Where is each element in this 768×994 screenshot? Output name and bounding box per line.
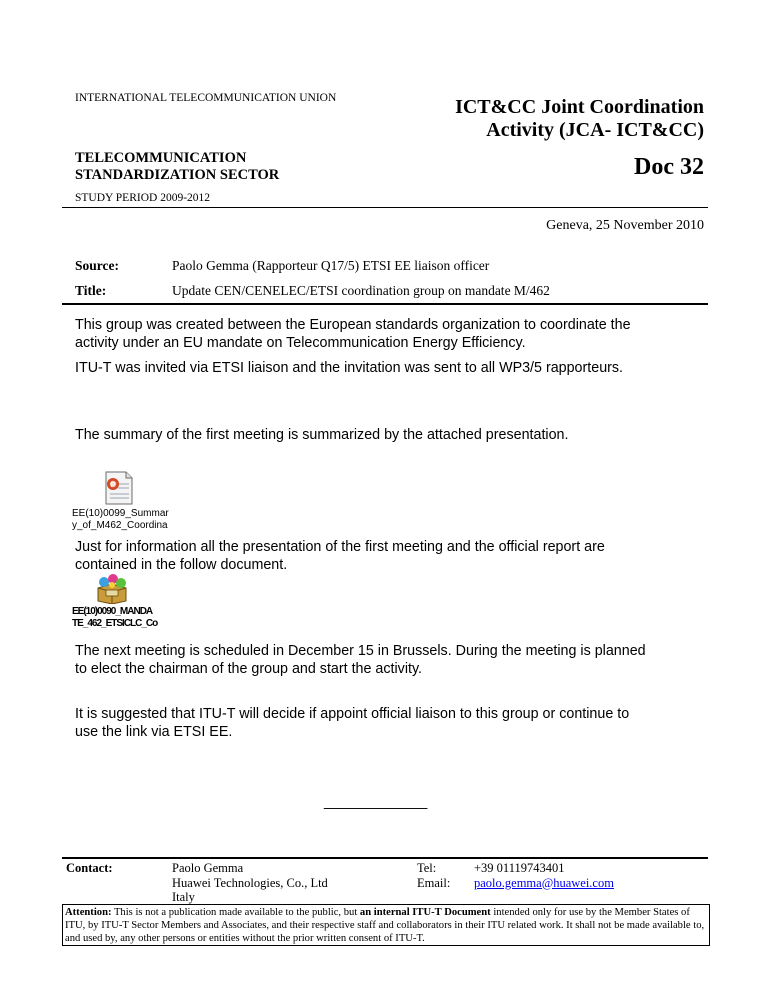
contact-label: Contact: <box>66 861 113 875</box>
email-label: Email: <box>417 875 451 890</box>
header-divider <box>62 207 708 208</box>
attachment-summary-label-line2: y_of_M462_Coordina <box>72 520 168 531</box>
paragraph-6-line2: use the link via ETSI EE. <box>75 724 233 740</box>
package-file-icon <box>92 574 132 604</box>
paragraph-2: ITU-T was invited via ETSI liaison and the invitation was sent to all WP3/5 rapporteurs. <box>75 360 624 376</box>
doc-number: Doc 32 <box>634 154 704 180</box>
contact-field-values <box>474 861 614 890</box>
tel-value: +39 01119743401 <box>474 861 565 875</box>
powerpoint-file-icon <box>102 470 136 506</box>
contact-divider <box>62 857 708 859</box>
paragraph-4 <box>75 538 605 574</box>
attachment-mandate-label <box>72 606 157 630</box>
place-date: Geneva, 25 November 2010 <box>546 218 704 233</box>
attachment-summary-label-line1: EE(10)0099_Summar <box>72 508 169 519</box>
paragraph-1-line2: activity under an EU mandate on Telecommunication Energy Efficiency. <box>75 335 526 351</box>
contact-name: Paolo Gemma <box>172 861 244 875</box>
contact-company: Huawei Technologies, Co., Ltd <box>172 875 328 890</box>
contact-details <box>172 861 328 905</box>
tel-label: Tel: <box>417 861 437 875</box>
meta-divider <box>62 303 708 305</box>
sector-line2: STANDARDIZATION SECTOR <box>75 167 280 183</box>
paragraph-1 <box>75 316 631 352</box>
activity-title-line1: ICT&CC Joint Coordination <box>455 96 704 118</box>
contact-country: Italy <box>172 890 195 904</box>
attention-text-1: This is not a publication made available to the public, but <box>111 907 360 918</box>
paragraph-5 <box>75 642 646 678</box>
source-value: Paolo Gemma (Rapporteur Q17/5) ETSI EE liaison officer <box>172 258 490 273</box>
paragraph-5-line2: to elect the chairman of the group and start the activity. <box>75 661 423 677</box>
paragraph-5-line1: The next meeting is scheduled in December 15 in Brussels. During the meeting is planned <box>75 643 646 659</box>
paragraph-6 <box>75 705 629 741</box>
paragraph-1-line1: This group was created between the European standards organization to coordinate the <box>75 317 631 333</box>
end-separator: _____________ <box>324 794 428 810</box>
attention-notice <box>62 904 710 946</box>
activity-title-line2: Activity (JCA- ICT&CC) <box>486 119 704 141</box>
attachment-summary-label <box>72 508 169 532</box>
title-label: Title: <box>75 283 107 298</box>
paragraph-4-line2: contained in the follow document. <box>75 557 288 573</box>
paragraph-4-line1: Just for information all the presentation of the first meeting and the official report are <box>75 539 605 555</box>
paragraph-3: The summary of the first meeting is summarized by the attached presentation. <box>75 427 569 443</box>
attention-bold: an internal ITU-T Document <box>359 907 491 918</box>
attachment-mandate-document[interactable] <box>72 574 172 630</box>
attention-lead: Attention: <box>65 907 112 918</box>
svg-text:P: P <box>110 482 116 489</box>
study-period: STUDY PERIOD 2009-2012 <box>75 192 211 204</box>
org-name: INTERNATIONAL TELECOMMUNICATION UNION <box>75 92 337 104</box>
attachment-mandate-label-line2: TE_462_ETSICLC_Co <box>72 618 158 629</box>
activity-title <box>455 96 704 142</box>
attachment-mandate-label-line1: EE(10)0090_MANDA <box>72 606 153 617</box>
title-value: Update CEN/CENELEC/ETSI coordination group on mandate M/462 <box>172 283 550 298</box>
source-label: Source: <box>75 258 119 273</box>
sector-name <box>75 150 279 184</box>
sector-line1: TELECOMMUNICATION <box>75 150 247 166</box>
attachment-summary-presentation[interactable] <box>72 470 169 531</box>
contact-field-labels <box>417 861 450 890</box>
paragraph-6-line1: It is suggested that ITU-T will decide if appoint official liaison to this group or continue to <box>75 706 630 722</box>
attention-text-2: intended only for use by the Member States of ITU, by ITU-T Sector Members and Associates, and their respective staff and collaborators in their ITU related work. It shall not be made available to, and used by, any other persons or entities without the prior written consent of ITU-T. <box>65 907 705 944</box>
email-link[interactable]: paolo.gemma@huawei.com <box>474 875 614 890</box>
